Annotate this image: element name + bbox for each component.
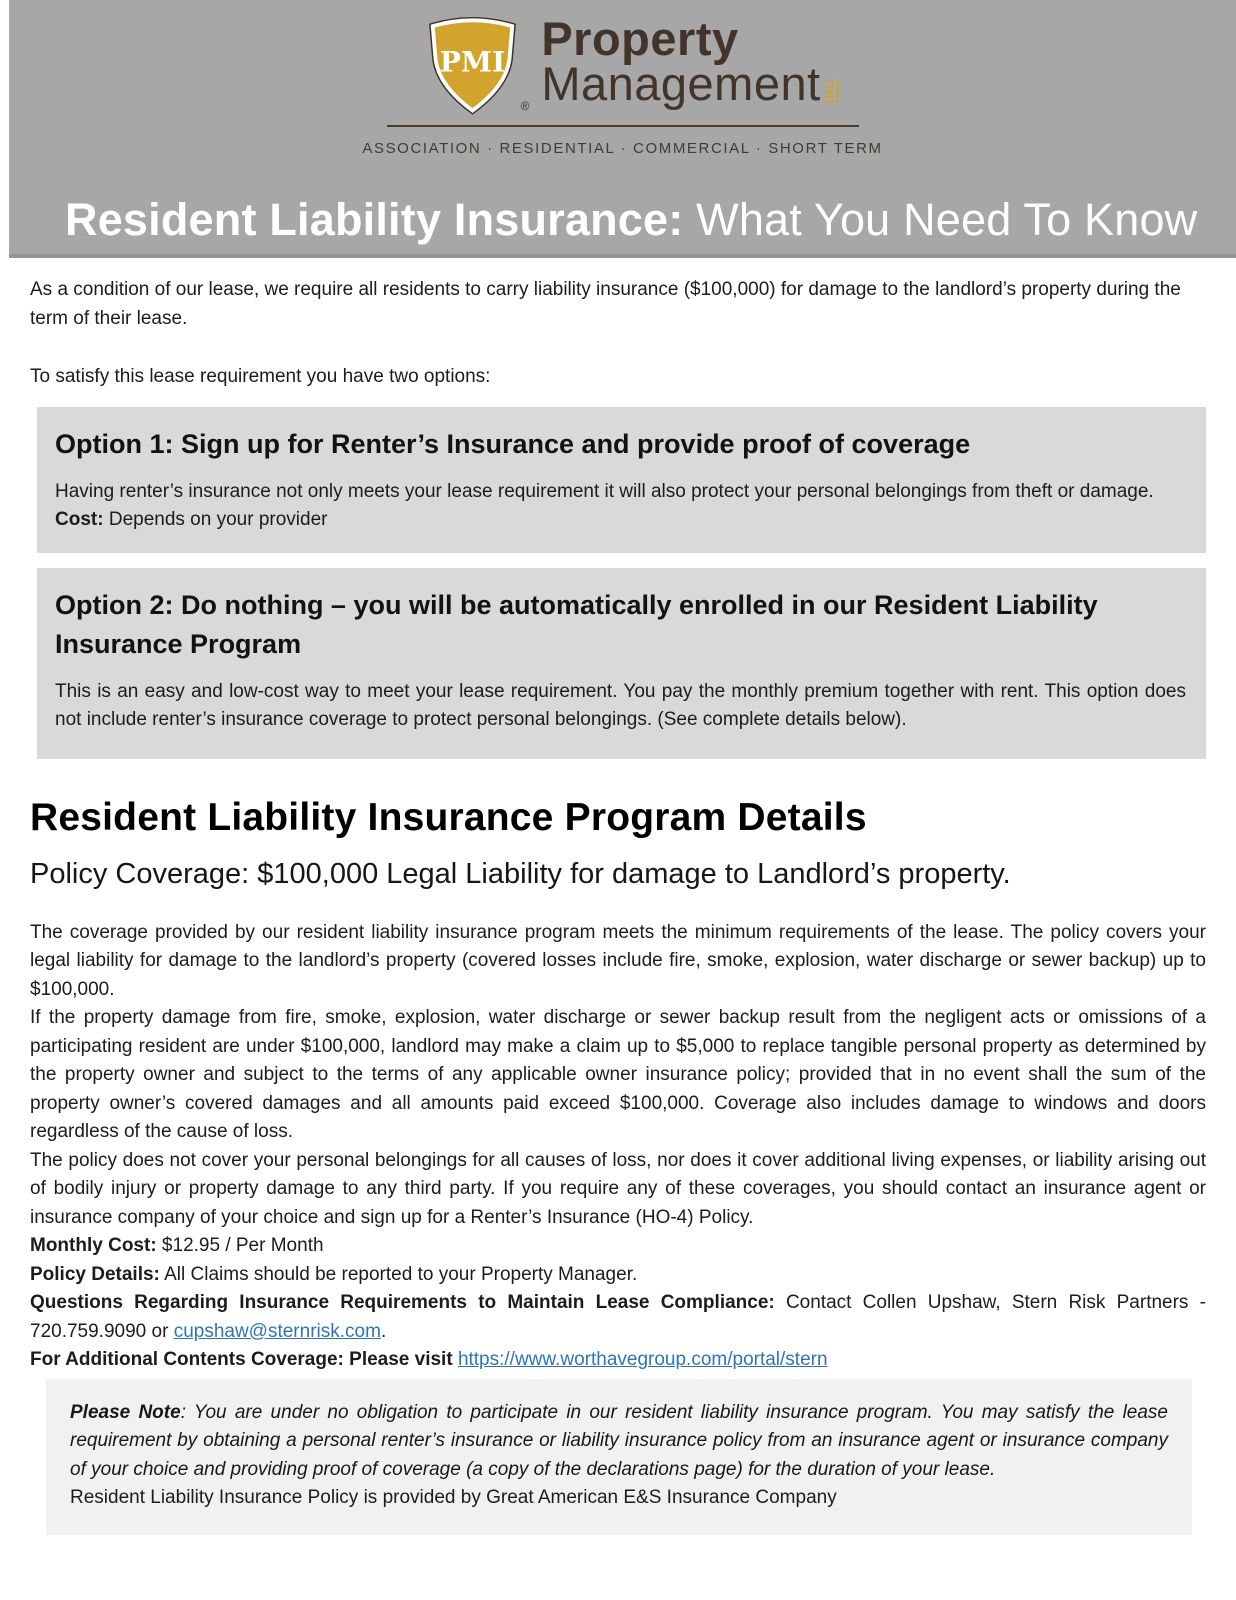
policy-details-label: Policy Details:: [30, 1263, 160, 1285]
questions-label: Questions Regarding Insurance Requirements to Maintain Lease Compliance:: [30, 1292, 775, 1314]
option2-heading: Option 2: Do nothing – you will be automatically enrolled in our Resident Liability Insurance Program: [55, 589, 1098, 659]
worthave-portal-link[interactable]: https://www.worthavegroup.com/portal/stern: [457, 1349, 828, 1371]
coverage-paragraph-1: The coverage provided by our resident liability insurance program meets the minimum requirements of the lease. The policy covers your legal liability for damage to the landlord’s property (covered losses include fire, smoke, explosion, water discharge or sewer backup) up to $100,000.: [30, 921, 1206, 1000]
contact-email-link[interactable]: cupshaw@sternrisk.com: [173, 1320, 381, 1342]
brand-management-text: Management: [541, 57, 821, 110]
policy-details-line: [30, 1261, 1206, 1290]
document-body: [0, 258, 1236, 1535]
please-note-paragraph: [70, 1399, 1168, 1485]
brand-inc-suffix: INC: [824, 78, 839, 103]
coverage-paragraph-2: If the property damage from fire, smoke, explosion, water discharge or sewer backup result from the negligent acts or omissions of a participating resident are under $100,000, landlord may make a claim up to $5,000 to replace tangible personal property as determined by the property owner and subject to the terms of any applicable owner insurance policy; provided that in no event shall the sum of the property owner’s covered damages and all amounts paid exceed $100,000. Coverage also includes damage to windows and doors regardless of the cause of loss.: [30, 1007, 1206, 1143]
please-note-text: : You are under no obligation to participate in our resident liability insurance program. You may satisfy the lease requirement by obtaining a personal renter’s insurance or liability insurance policy from an insurance agent or insurance company of your choice and providing proof of coverage (a copy of the declarations page) for the duration of your lease.: [70, 1401, 1168, 1480]
additional-coverage-label: For Additional Contents Coverage: Please visit: [30, 1349, 458, 1371]
program-details-heading: Resident Liability Insurance Program Details: [30, 795, 867, 839]
intro-paragraph: As a condition of our lease, we require all residents to carry liability insurance ($100,000) for damage to the landlord’s property during the term of their lease.: [30, 279, 1181, 329]
shield-text: PMI: [440, 45, 506, 79]
coverage-paragraph-3: The policy does not cover your personal belongings for all causes of loss, nor does it cover additional living expenses, or liability arising out of bodily injury or property damage to any third party. If you require any of these coverages, you should contact an insurance agent or insurance company of your choice and sign up for a Renter’s Insurance (HO-4) Policy.: [30, 1149, 1206, 1228]
option1-cost-line: [55, 506, 1186, 535]
questions-paragraph: [30, 1289, 1206, 1346]
monthly-cost-line: [30, 1232, 1206, 1261]
questions-contact-text: Contact Collen Upshaw, Stern Risk Partners - 720.759.9090 or: [30, 1292, 1206, 1342]
logo-tagline: ASSOCIATION · RESIDENTIAL · COMMERCIAL · SHORT TERM: [362, 140, 883, 157]
monthly-cost-label: Monthly Cost:: [30, 1235, 157, 1257]
company-logo: [9, 0, 1236, 115]
please-note-label: Please Note: [70, 1401, 181, 1423]
policy-provider-line: Resident Liability Insurance Policy is provided by Great American E&S Insurance Company: [70, 1487, 837, 1509]
questions-period: .: [380, 1320, 387, 1342]
cost-label: Cost:: [55, 509, 104, 531]
option1-heading: Option 1: Sign up for Renter’s Insurance and provide proof of coverage: [55, 428, 971, 459]
page-title-emphasis: Resident Liability Insurance:: [65, 194, 684, 245]
logo-divider-rule: [387, 125, 859, 127]
brand-wordmark: [541, 12, 838, 110]
option2-box: [37, 568, 1206, 759]
brand-line-management: [541, 57, 838, 110]
option1-box: [37, 407, 1206, 553]
policy-coverage-subheading: Policy Coverage: $100,000 Legal Liability for damage to Landlord’s property.: [30, 858, 1011, 891]
option2-body: This is an easy and low-cost way to meet your lease requirement. You pay the monthly premium together with rent. This option does not include renter’s insurance coverage to protect personal belongings. (See complete details below).: [55, 680, 1186, 731]
option1-body: Having renter’s insurance not only meets your lease requirement it will also protect your personal belongings from theft or damage.: [55, 480, 1154, 502]
please-note-box: [46, 1379, 1192, 1535]
registered-trademark: ®: [520, 99, 530, 113]
page-title: [65, 194, 1197, 246]
policy-details-value: All Claims should be reported to your Property Manager.: [159, 1263, 638, 1285]
page-title-rest: What You Need To Know: [683, 194, 1198, 245]
additional-coverage-line: [30, 1346, 1206, 1375]
options-lead-in: To satisfy this lease requirement you have two options:: [30, 366, 491, 387]
shield-graphic: [424, 13, 521, 115]
pmi-shield-icon: [424, 13, 530, 115]
monthly-cost-value: $12.95 / Per Month: [156, 1235, 324, 1257]
cost-value: Depends on your provider: [103, 509, 328, 531]
header-banner: [9, 0, 1236, 258]
brand-line-property: Property: [541, 12, 739, 65]
